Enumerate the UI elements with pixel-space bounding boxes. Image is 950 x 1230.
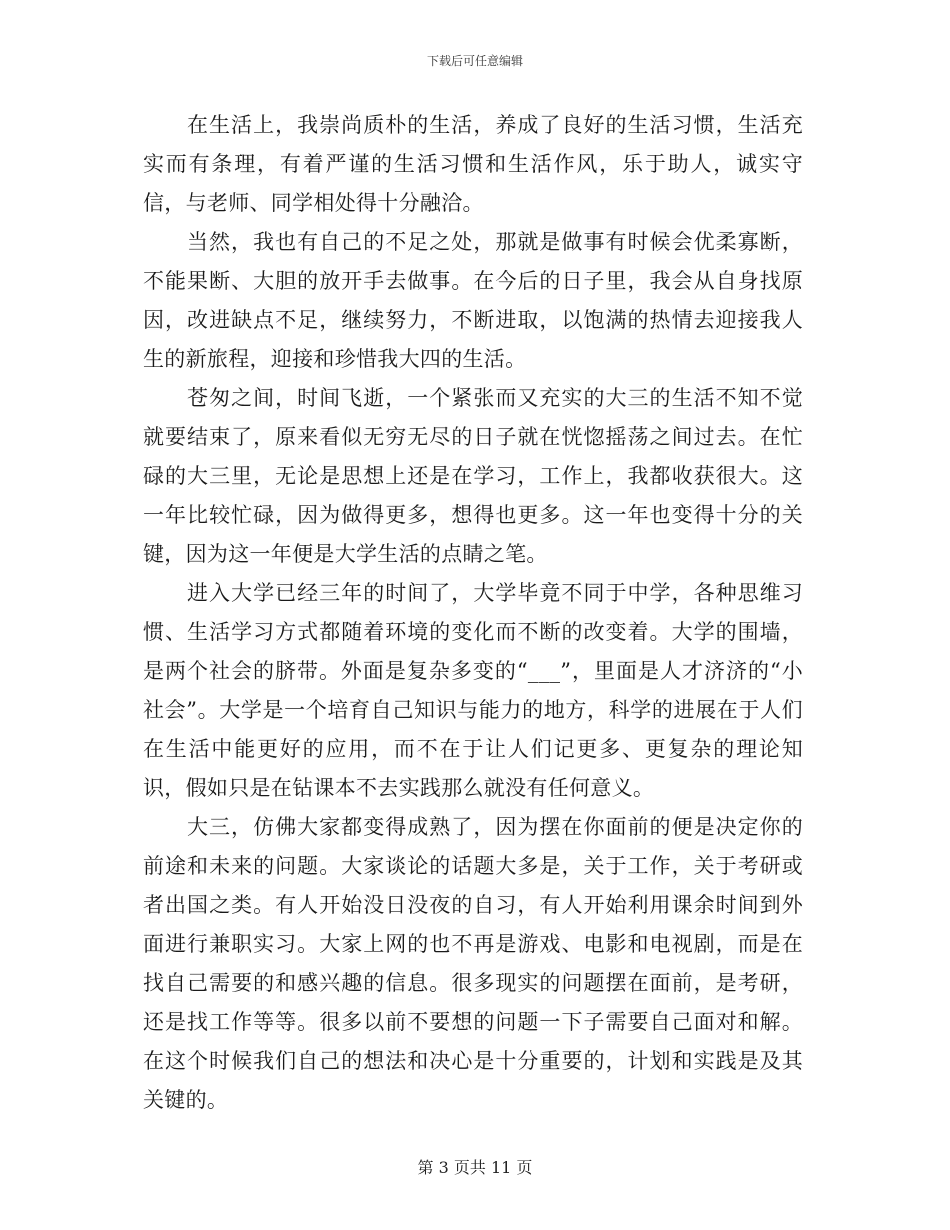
paragraph-university: 进入大学已经三年的时间了，大学毕竟不同于中学，各种思维习惯、生活学习方式都随着环境的变化而不断的改变着。大学的围墙，是两个社会的脐带。外面是复杂多变的“___”，里面是人才济济的“小社会”。大学是一个培育自己知识与能力的地方，科学的进展在于人们在生活中能更好的应用，而不在于让人们记更多、更复杂的理论知识，假如只是在钻课本不去实践那么就没有任何意义。 [143, 581, 803, 800]
paragraph-junior-year: 苍匆之间，时间飞逝，一个紧张而又充实的大三的生活不知不觉就要结束了，原来看似无穷无尽的日子就在恍惚摇荡之间过去。在忙碌的大三里，无论是思想上还是在学习，工作上，我都收获很大。这一年比较忙碌，因为做得更多，想得也更多。这一年也变得十分的关键，因为这一年便是大学生活的点睛之笔。 [143, 386, 803, 566]
paragraph-life: 在生活上，我崇尚质朴的生活，养成了良好的生活习惯，生活充实而有条理，有着严谨的生活习惯和生活作风，乐于助人，诚实守信，与老师、同学相处得十分融洽。 [143, 113, 803, 215]
paragraph-shortcomings: 当然，我也有自己的不足之处，那就是做事有时候会优柔寡断，不能果断、大胆的放开手去做事。在今后的日子里，我会从自身找原因，改进缺点不足，继续努力，不断进取，以饱满的热情去迎接我人生的新旅程，迎接和珍惜我大四的生活。 [143, 230, 803, 371]
document-body [143, 106, 803, 1120]
page-header: 下载后可任意编辑 [426, 54, 523, 68]
paragraph-future: 大三，仿佛大家都变得成熟了，因为摆在你面前的便是决定你的前途和未来的问题。大家谈论的话题大多是，关于工作，关于考研或者出国之类。有人开始没日没夜的自习，有人开始利用课余时间到外面进行兼职实习。大家上网的也不再是游戏、电影和电视剧，而是在找自己需要的和感兴趣的信息。很多现实的问题摆在面前，是考研，还是找工作等等。很多以前不要想的问题一下子需要自己面对和解。在这个时候我们自己的想法和决心是十分重要的，计划和实践是及其关键的。 [143, 815, 803, 1112]
page-number: 第 3 页共 11 页 [417, 1158, 533, 1177]
